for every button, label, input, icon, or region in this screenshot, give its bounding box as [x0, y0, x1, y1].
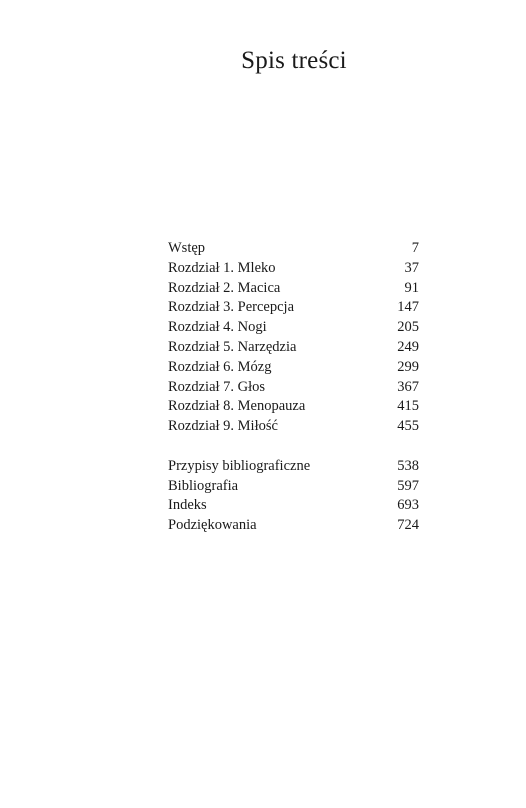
toc-entry-page: 7: [411, 240, 419, 256]
toc-entry-page: 724: [397, 517, 419, 534]
toc-entry-label: Rozdział 8. Menopauza: [168, 398, 306, 415]
toc-entry-page: 205: [397, 319, 419, 336]
toc-entry-page: 693: [397, 497, 419, 514]
toc-entry: [168, 417, 419, 437]
toc-entry-page: 91: [404, 279, 419, 296]
toc-entry-label: Rozdział 2. Macica: [168, 279, 281, 296]
toc-entry-label: Rozdział 3. Percepcja: [168, 299, 295, 316]
toc-entry-page: 299: [397, 358, 419, 375]
toc-entry: [168, 397, 419, 417]
toc-entry: [168, 378, 419, 398]
toc-entry: [168, 477, 419, 497]
toc-entry: [168, 279, 419, 299]
toc-entry-page: 147: [397, 299, 419, 316]
toc-entry-label: Przypisy bibliograficzne: [168, 457, 311, 474]
chapters-list: [168, 239, 419, 437]
toc-entry-label: Bibliografia: [168, 477, 239, 494]
toc-entry: [168, 358, 419, 378]
toc-entry-page: 367: [397, 378, 419, 395]
toc-entry-label: Wstęp: [168, 240, 206, 256]
toc-entry-page: 415: [397, 398, 419, 415]
toc-entry: [168, 259, 419, 279]
toc-entry: [168, 496, 419, 516]
toc-entry: [168, 516, 419, 536]
toc-entry-label: Rozdział 6. Mózg: [168, 358, 272, 375]
page-title: Spis treści: [241, 47, 347, 74]
toc-entry-page: 37: [404, 259, 419, 276]
toc-entry-label: Rozdział 9. Miłość: [168, 418, 278, 435]
toc-entry-label: Podziękowania: [168, 517, 257, 534]
toc-entry: [168, 318, 419, 338]
toc-entry: [168, 457, 419, 477]
toc-entry-label: Rozdział 4. Nogi: [168, 319, 267, 336]
toc-entry: [168, 338, 419, 358]
toc-entry-label: Rozdział 7. Głos: [168, 378, 266, 395]
toc-entry-page: 597: [397, 477, 419, 494]
toc-entry-label: Rozdział 1. Mleko: [168, 259, 276, 276]
toc-entry-page: 455: [397, 418, 419, 435]
toc-entry-page: 538: [397, 457, 419, 474]
toc-entry-label: Rozdział 5. Narzędzia: [168, 338, 297, 355]
table-of-contents: [168, 239, 419, 536]
toc-entry-page: 249: [397, 338, 419, 355]
toc-entry: [168, 298, 419, 318]
toc-entry-label: Indeks: [168, 497, 207, 514]
toc-entry: [168, 239, 419, 259]
back-matter-list: [168, 457, 419, 536]
